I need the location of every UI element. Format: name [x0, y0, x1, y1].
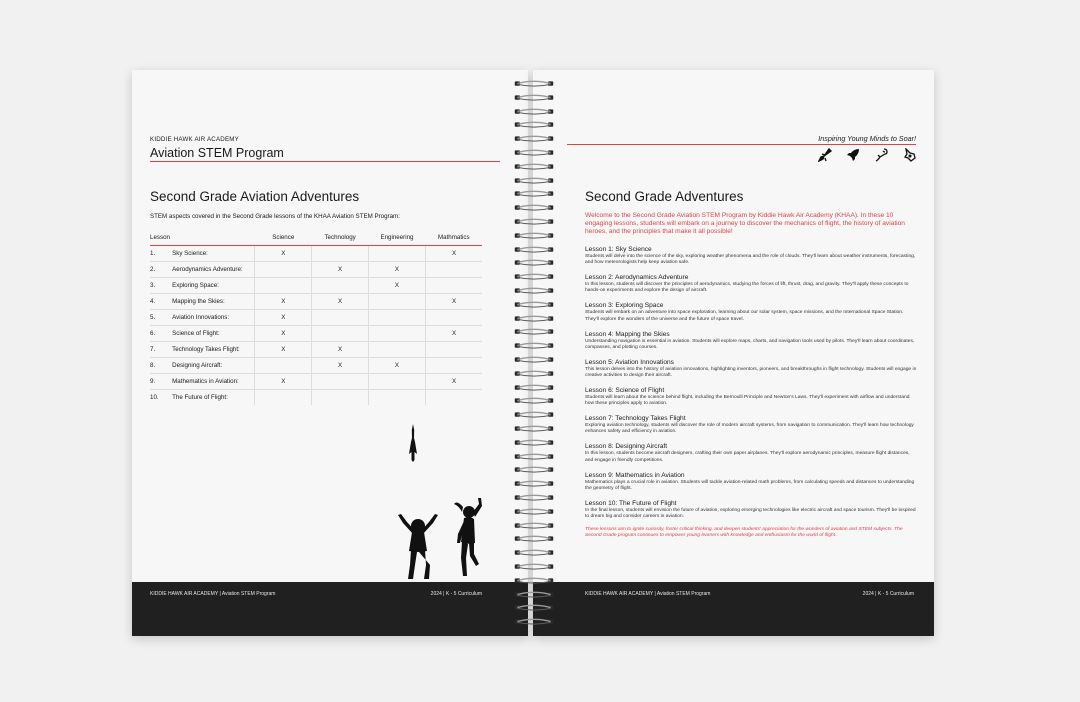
lesson-number: 2.: [150, 261, 172, 277]
lesson-name: The Future of Flight:: [172, 393, 228, 401]
lesson-description: In the final lesson, students will envision the future of aviation, exploring emerging technologies like electric aircraft and space tourism. They'll be inspired to dream big and consider careers in aviation.: [585, 507, 916, 519]
science-cell: X: [255, 325, 312, 341]
page-subtitle: STEM aspects covered in the Second Grade lessons of the KHAA Aviation STEM Program:: [150, 213, 400, 220]
lesson-number: 1.: [150, 245, 172, 261]
mathematics-cell: X: [426, 293, 482, 309]
binding-coil: [512, 549, 556, 556]
mathematics-cell: [426, 357, 482, 373]
binding-coil: [512, 453, 556, 460]
table-row: [150, 325, 482, 341]
science-cell: X: [255, 341, 312, 357]
lesson-item: [585, 331, 917, 359]
binding-coil: [512, 411, 556, 418]
mathematics-cell: X: [426, 373, 482, 389]
binding-coil: [512, 342, 556, 349]
binding-coil: [512, 204, 556, 211]
binding-coil: [512, 232, 556, 239]
engineering-cell: [368, 373, 425, 389]
header-rule: [567, 144, 916, 145]
lesson-list: [585, 246, 917, 528]
lesson-item: [585, 359, 917, 387]
technology-cell: [312, 373, 368, 389]
technology-cell: [312, 389, 368, 405]
science-cell: X: [255, 245, 312, 261]
right-page: [533, 70, 934, 636]
science-cell: X: [255, 373, 312, 389]
lesson-item: [585, 302, 917, 330]
lesson-number: 8.: [150, 357, 172, 373]
closing-paragraph: These lessons aim to ignite curiosity, foster critical thinking, and deepen students' appreciation for the wonders of aviation and STEM subjects. The Second Grade program continues to empower young learners with knowledge and enthusiasm for the world of flight.: [585, 527, 903, 539]
engineering-cell: [368, 293, 425, 309]
binding-coil: [512, 466, 556, 473]
lesson-title: Lesson 3: Exploring Space: [585, 302, 664, 310]
lesson-name: Aerodynamics Adventure:: [172, 261, 254, 277]
mathematics-cell: [426, 389, 482, 405]
technology-cell: X: [312, 261, 368, 277]
lesson-item: [585, 415, 917, 443]
mathematics-cell: [426, 261, 482, 277]
lesson-title: Lesson 9: Mathematics in Aviation: [585, 471, 685, 479]
binding-coil: [512, 370, 556, 377]
binding-coil: [512, 218, 556, 225]
binding-coil: [512, 328, 556, 335]
science-cell: X: [255, 293, 312, 309]
lesson-title: Lesson 8: Designing Aircraft: [585, 443, 668, 451]
lesson-name: Exploring Space:: [172, 277, 254, 293]
binding-coil: [512, 246, 556, 253]
binding-coil: [512, 177, 556, 184]
mathematics-cell: X: [426, 325, 482, 341]
technology-cell: X: [312, 357, 368, 373]
engineering-cell: X: [368, 357, 425, 373]
engineering-cell: [368, 245, 425, 261]
table-header-row: [150, 230, 482, 245]
lesson-description: Students will delve into the science of the sky, exploring weather phenomena and the role of clouds. They'll learn about weather instruments, forecasting, and how meteorologists help keep aviation safe.: [585, 254, 916, 266]
binding-coil: [512, 121, 556, 128]
footer-right-text: 2024 | K - 5 Curriculum: [430, 591, 482, 597]
table-row: [150, 373, 482, 389]
binding-coil: [512, 301, 556, 308]
binding-coil: [512, 494, 556, 501]
lesson-description: Students will learn about the science behind flight, including the Bernoulli Principle and Newton's Laws. They'll experiment with airflow and understand how these principles apply to aviation.: [585, 394, 910, 407]
binding-coil: [512, 604, 556, 611]
binding-coil: [512, 356, 556, 363]
lesson-description: Mathematics plays a crucial role in aviation. Students will tackle aviation-related math problems, from calculating speeds and distances to understanding the geometry of flight.: [585, 479, 915, 491]
technology-cell: X: [312, 293, 368, 309]
left-footer: [132, 582, 528, 636]
lesson-item: [585, 274, 917, 302]
lesson-title: Lesson 6: Science of Flight: [585, 386, 665, 394]
lesson-name: Designing Aircraft:: [172, 357, 254, 373]
header-rule: [150, 161, 500, 162]
lesson-description: This lesson delves into the history of aviation innovations, highlighting inventors, pioneers, and breakthroughs in flight technology. Students will engage in creative activities to design their aircraft.: [585, 366, 917, 379]
tagline: Inspiring Young Minds to Soar!: [818, 134, 916, 143]
toy-rocket-silhouette: [408, 424, 418, 462]
lesson-number: 10.: [150, 393, 159, 401]
intro-paragraph: Welcome to the Second Grade Aviation STEM Program by Kiddie Hawk Air Academy (KHAA). In these 10 engaging lessons, students will embark on a journey to discover the mechanics of flight, the history of aviation heroes, and the principles that make it all possible!: [585, 212, 905, 236]
footer-left-text: KIDDIE HAWK AIR ACADEMY | Aviation STEM Program: [585, 591, 711, 597]
jumping-child-silhouette: [396, 513, 440, 581]
lesson-item: [585, 472, 917, 500]
lesson-name: Technology Takes Flight:: [172, 341, 254, 357]
left-page: [132, 70, 528, 636]
propeller-icon: [902, 148, 916, 162]
lesson-number: 7.: [150, 341, 172, 357]
lesson-description: Understanding navigation is essential in aviation. Students will explore maps, charts, and navigation tools used by pilots. They'll learn about coordinates, compasses, and plotting courses.: [585, 338, 915, 350]
stem-table-body: [150, 245, 482, 405]
science-cell: [255, 389, 312, 405]
lesson-description: In this lesson, students become aircraft designers, crafting their own paper airplanes. They'll explore aerodynamic principles, measure flight distances, and engage in friendly competitions.: [585, 451, 910, 463]
lesson-title: Lesson 7: Technology Takes Flight: [585, 415, 686, 423]
page-title: Second Grade Aviation Adventures: [150, 189, 360, 204]
binding-coil: [512, 149, 556, 156]
right-footer: [533, 582, 934, 636]
lesson-title: Lesson 4: Mapping the Skies: [585, 330, 670, 338]
table-row: [150, 357, 482, 373]
mathematics-cell: X: [426, 245, 482, 261]
binding-coil: [512, 190, 556, 197]
lesson-title: Lesson 1: Sky Science: [585, 246, 652, 253]
binding-coil: [512, 163, 556, 170]
technology-cell: [312, 325, 368, 341]
lesson-number: 9.: [150, 373, 172, 389]
col-header-lesson: Lesson: [150, 230, 255, 245]
binding-coil: [512, 439, 556, 446]
binding-coil: [512, 425, 556, 432]
lesson-item: [585, 246, 917, 274]
lesson-name: Mapping the Skies:: [172, 293, 254, 309]
lesson-number: 6.: [150, 325, 172, 341]
table-row: [150, 261, 482, 277]
leaping-child-silhouette: [454, 498, 482, 578]
technology-cell: [312, 277, 368, 293]
fighter-jet-icon: [818, 148, 832, 162]
lesson-item: [585, 387, 917, 415]
footer-left-text: KIDDIE HAWK AIR ACADEMY | Aviation STEM Program: [150, 591, 276, 597]
mathematics-cell: [426, 277, 482, 293]
mathematics-cell: [426, 309, 482, 325]
pilot-wings-icon: [874, 148, 888, 162]
lesson-number: 4.: [150, 293, 172, 309]
lesson-name: Sky Science:: [172, 245, 254, 261]
lesson-item: [585, 443, 917, 471]
table-row: [150, 341, 482, 357]
science-cell: [255, 357, 312, 373]
binding-coil: [512, 259, 556, 266]
binding-coil: [512, 522, 556, 529]
binding-coil: [512, 563, 556, 570]
binding-coil: [512, 577, 556, 584]
academy-name: KIDDIE HAWK AIR ACADEMY: [150, 136, 239, 143]
lesson-description: Exploring aviation technology, students will discover the role of modern aircraft systems, from navigation to communication. They'll learn how technology enhances safety and efficiency in aviation.: [585, 423, 914, 435]
binding-coil: [512, 287, 556, 294]
technology-cell: X: [312, 341, 368, 357]
science-cell: [255, 261, 312, 277]
science-cell: X: [255, 309, 312, 325]
binding-coil: [512, 591, 556, 598]
binding-coil: [512, 480, 556, 487]
col-header-science: Science: [255, 230, 312, 245]
binding-coil: [512, 94, 556, 101]
icon-row: [818, 148, 916, 162]
engineering-cell: [368, 309, 425, 325]
engineering-cell: X: [368, 277, 425, 293]
engineering-cell: [368, 325, 425, 341]
table-row: [150, 389, 482, 405]
science-cell: [255, 277, 312, 293]
col-header-mathematics: Mathmatics: [426, 230, 482, 245]
binding-coil: [512, 535, 556, 542]
stem-table: [150, 230, 482, 405]
lesson-description: In this lesson, students will discover the principles of aerodynamics, studying the forces of lift, thrust, drag, and gravity. They'll apply these concepts to hands-on experiments and explore the design of aircraft.: [585, 282, 909, 294]
binding-coil: [512, 618, 556, 625]
lesson-name: Mathematics in Aviation:: [172, 373, 254, 389]
col-header-engineering: Engineering: [368, 230, 425, 245]
lesson-title: Lesson 2: Aerodynamics Adventure: [585, 274, 689, 282]
table-row: [150, 245, 482, 261]
lesson-title: Lesson 5: Aviation Innovations: [585, 358, 674, 366]
program-title: Aviation STEM Program: [150, 146, 284, 160]
lesson-name: Science of Flight:: [172, 325, 254, 341]
technology-cell: [312, 245, 368, 261]
binding-coil: [512, 384, 556, 391]
binding-coil: [512, 508, 556, 515]
lesson-number: 3.: [150, 277, 172, 293]
mathematics-cell: [426, 341, 482, 357]
page-title: Second Grade Adventures: [585, 189, 744, 204]
lesson-description: Students will embark on an adventure into space exploration, learning about our solar system, space missions, and the International Space Station. They'll explore the wonders of the universe and the future of space travel.: [585, 310, 904, 322]
binding-coil: [512, 135, 556, 142]
lesson-item: [585, 500, 917, 528]
lesson-title: Lesson 10: The Future of Flight: [585, 499, 677, 507]
engineering-cell: [368, 389, 425, 405]
table-row: [150, 277, 482, 293]
binding-coil: [512, 315, 556, 322]
rocket-icon: [846, 148, 860, 162]
binding-coil: [512, 108, 556, 115]
binding-coil: [512, 397, 556, 404]
footer-right-text: 2024 | K - 5 Curriculum: [862, 591, 914, 597]
lesson-number: 5.: [150, 309, 172, 325]
technology-cell: [312, 309, 368, 325]
col-header-technology: Technology: [312, 230, 368, 245]
spiral-binding: [512, 80, 558, 632]
table-row: [150, 293, 482, 309]
lesson-name: Aviation Innovations:: [172, 309, 254, 325]
table-row: [150, 309, 482, 325]
engineering-cell: [368, 341, 425, 357]
binding-coil: [512, 80, 556, 87]
engineering-cell: X: [368, 261, 425, 277]
binding-coil: [512, 273, 556, 280]
